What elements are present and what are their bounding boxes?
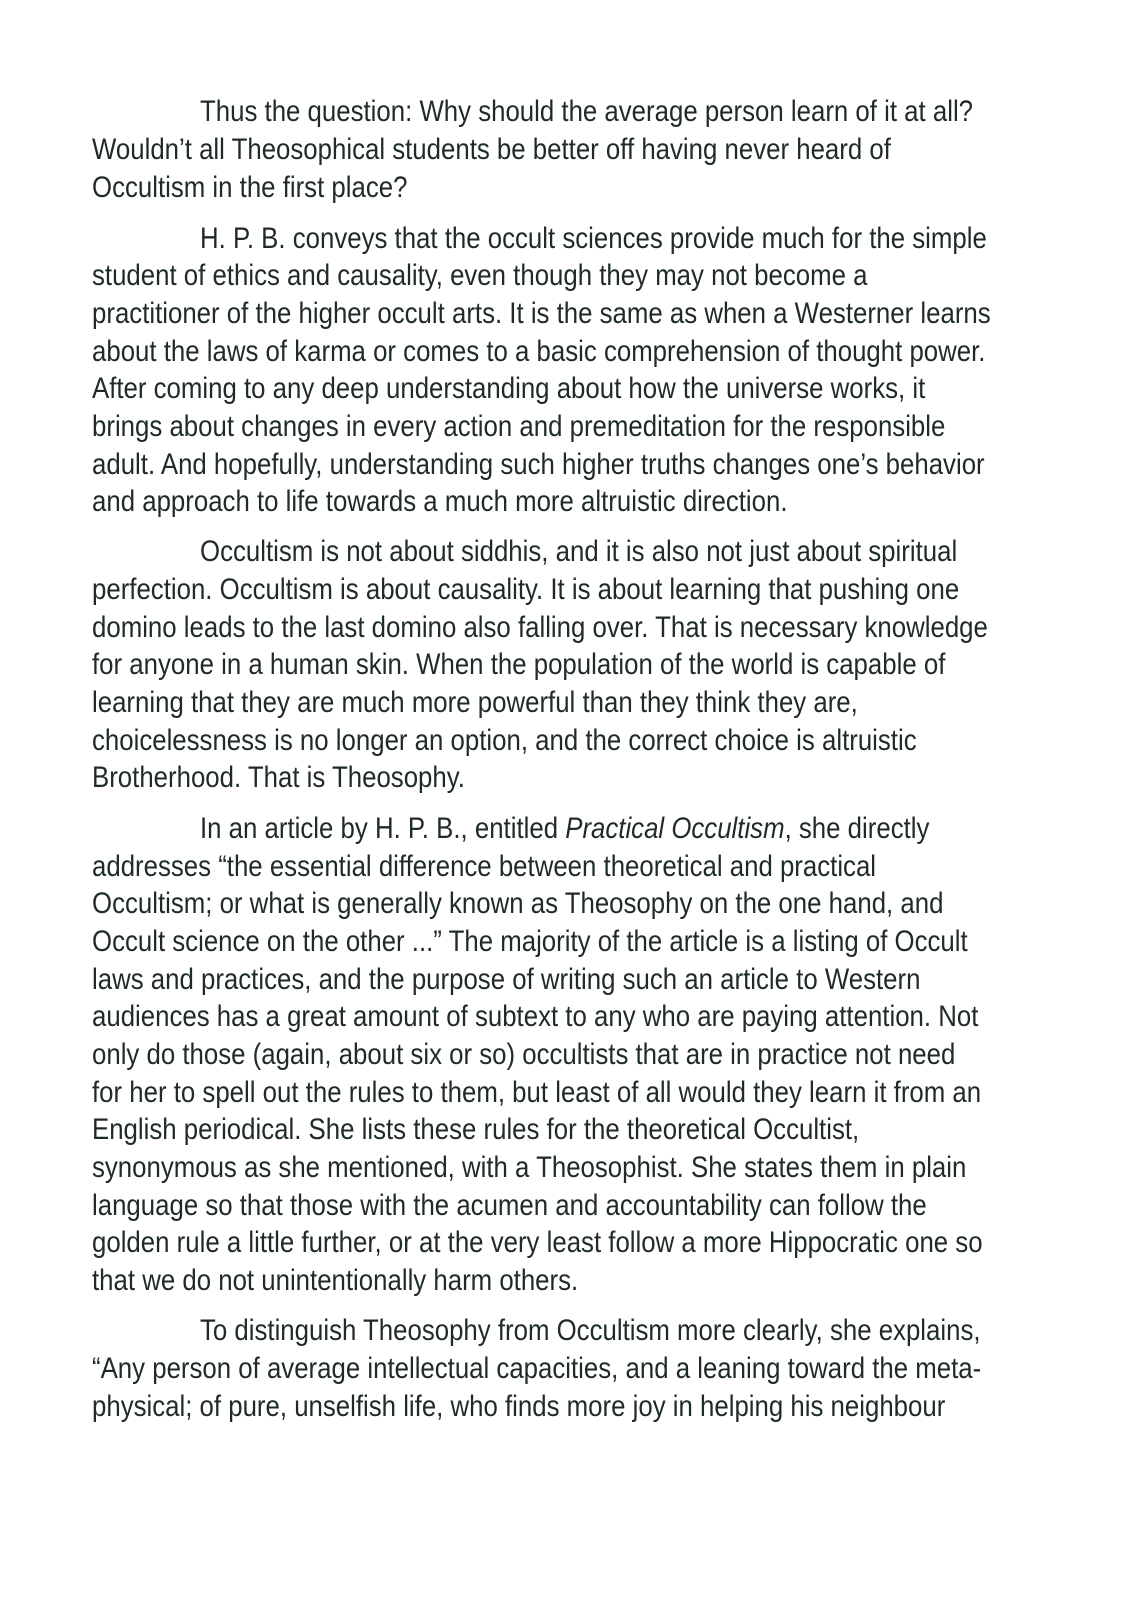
text-line: Occult science on the other ...” The majority of the article is a listing of Occult xyxy=(92,925,968,958)
article-title: Practical Occultism xyxy=(565,812,785,845)
text-line: for anyone in a human skin. When the population of the world is capable of xyxy=(92,648,946,681)
text-line: English periodical. She lists these rules for the theoretical Occultist, xyxy=(92,1113,860,1146)
text-line: To distinguish Theosophy from Occultism more clearly, she explains, xyxy=(200,1314,981,1347)
text-line: choicelessness is no longer an option, and the correct choice is altruistic xyxy=(92,724,917,757)
text-line: addresses “the essential difference between theoretical and practical xyxy=(92,850,877,883)
text-line: H. P. B. conveys that the occult sciences provide much for the simple xyxy=(200,222,987,255)
text-line: “Any person of average intellectual capacities, and a leaning toward the meta- xyxy=(92,1352,982,1385)
text-line: Occultism in the first place? xyxy=(92,171,408,204)
text-line: that we do not unintentionally harm others. xyxy=(92,1264,579,1297)
text-line xyxy=(200,812,929,846)
text-line: Occultism is not about siddhis, and it is also not just about spiritual xyxy=(200,535,958,568)
text-line: for her to spell out the rules to them, but least of all would they learn it from an xyxy=(92,1076,982,1109)
text-line: adult. And hopefully, understanding such higher truths changes one’s behavior xyxy=(92,448,985,481)
text-line: language so that those with the acumen and accountability can follow the xyxy=(92,1189,927,1222)
text-line: student of ethics and causality, even though they may not become a xyxy=(92,259,868,292)
text-line: physical; of pure, unselfish life, who finds more joy in helping his neighbour xyxy=(92,1390,946,1423)
text-line: and approach to life towards a much more altruistic direction. xyxy=(92,485,788,518)
text-line: brings about changes in every action and premeditation for the responsible xyxy=(92,410,946,443)
text-line: laws and practices, and the purpose of writing such an article to Western xyxy=(92,963,921,996)
text-line: about the laws of karma or comes to a basic comprehension of thought power. xyxy=(92,335,986,368)
text-line: After coming to any deep understanding about how the universe works, it xyxy=(92,372,926,405)
text-line: Occultism; or what is generally known as Theosophy on the one hand, and xyxy=(92,887,944,920)
text-line: Thus the question: Why should the average person learn of it at all? xyxy=(200,95,974,128)
text-line: golden rule a little further, or at the very least follow a more Hippocratic one so xyxy=(92,1226,983,1259)
text-run: In an article by H. P. B., entitled xyxy=(200,812,566,845)
text-line: only do those (again, about six or so) occultists that are in practice not need xyxy=(92,1038,956,1071)
text-line: synonymous as she mentioned, with a Theosophist. She states them in plain xyxy=(92,1151,967,1184)
text-line: Wouldn’t all Theosophical students be better off having never heard of xyxy=(92,133,891,166)
text-line: domino leads to the last domino also falling over. That is necessary knowledge xyxy=(92,611,988,644)
text-run: , she directly xyxy=(784,812,930,845)
text-line: audiences has a great amount of subtext to any who are paying attention. Not xyxy=(92,1000,979,1033)
text-line: perfection. Occultism is about causality. It is about learning that pushing one xyxy=(92,573,960,606)
text-line: Brotherhood. That is Theosophy. xyxy=(92,761,465,794)
text-line: learning that they are much more powerful than they think they are, xyxy=(92,686,858,719)
text-line: practitioner of the higher occult arts. It is the same as when a Westerner learns xyxy=(92,297,991,330)
